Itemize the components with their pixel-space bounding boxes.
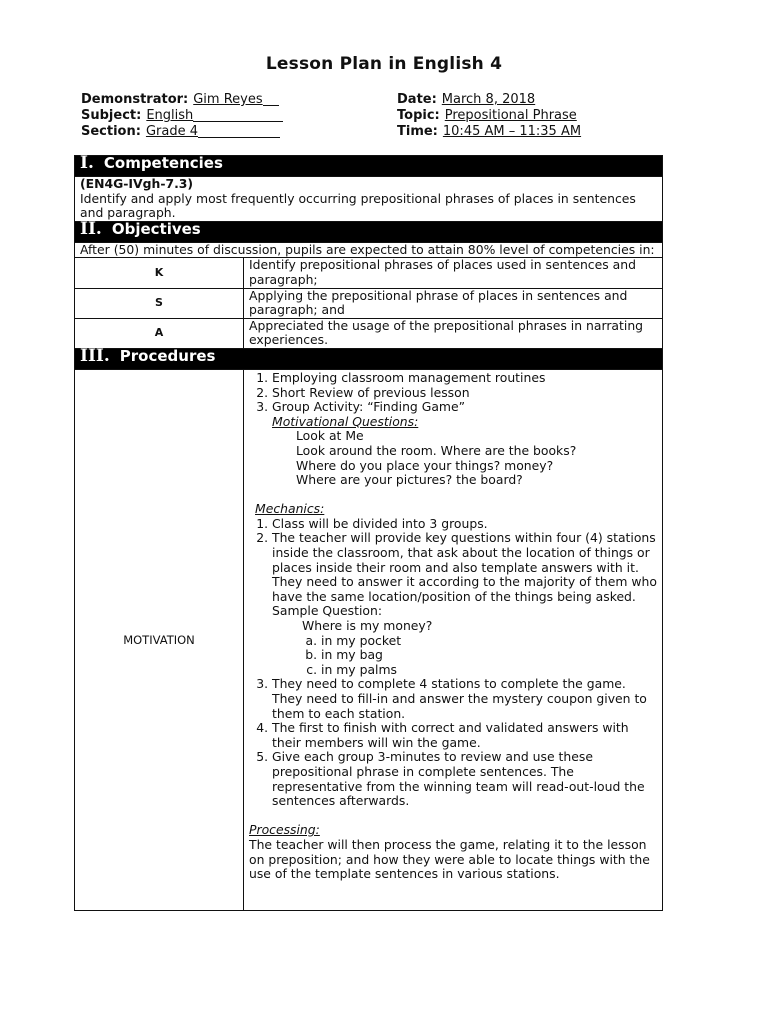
- demonstrator-value: Gim Reyes: [193, 92, 263, 107]
- mechanics-heading: Mechanics:: [255, 501, 325, 517]
- question-item: Look around the room. Where are the books?: [296, 442, 577, 458]
- topic-label: Topic:: [397, 108, 440, 123]
- date-row: [397, 92, 581, 108]
- date-value: March 8, 2018: [441, 92, 536, 107]
- competencies-header: [75, 156, 663, 177]
- topic-row: [397, 108, 581, 124]
- motivation-row: [75, 369, 663, 910]
- objectives-intro-row: [75, 242, 663, 258]
- list-item: 4. The first to finish with correct and validated answers with their members will win the game.: [272, 721, 657, 750]
- objective-text-a: Appreciated the usage of the prepositional phrases in narrating experiences.: [244, 318, 663, 348]
- demonstrator-label: Demonstrator:: [81, 92, 189, 107]
- motivation-content: [244, 369, 663, 910]
- list-item: 5. Give each group 3-minutes to review and use these prepositional phrase in complete sentences. The representative from the winning team will read-out-loud the sentences afterwards.: [272, 750, 657, 808]
- time-label: Time:: [397, 124, 438, 139]
- sample-question-label: Sample Question:: [272, 603, 382, 619]
- time-row: [397, 124, 581, 140]
- sample-question: Where is my money?: [302, 618, 433, 634]
- objective-row-a: [75, 318, 663, 348]
- meta-left: [81, 92, 283, 140]
- spacer: [249, 809, 657, 824]
- date-label: Date:: [397, 92, 437, 107]
- processing-text: The teacher will then process the game, relating it to the lesson on preposition; and how they were able to locate things with the use of the template sentences in various stations.: [249, 836, 650, 882]
- subject-value: English: [146, 108, 194, 123]
- objective-row-k: [75, 258, 663, 288]
- list-item: b. in my bag: [321, 648, 657, 663]
- section-value: Grade 4: [145, 124, 198, 139]
- competencies-numeral: I.: [80, 153, 94, 173]
- motivational-questions-heading: Motivational Questions:: [272, 413, 419, 429]
- time-value: 10:45 AM – 11:35 AM: [442, 124, 582, 139]
- section-row: [81, 124, 283, 140]
- objectives-header: [75, 221, 663, 242]
- section-label: Section:: [81, 124, 141, 139]
- objective-label-k: K: [75, 258, 244, 288]
- list-item: [272, 531, 657, 633]
- objective-label-a: A: [75, 318, 244, 348]
- demonstrator-underline: [263, 92, 279, 106]
- objectives-numeral: II.: [80, 218, 102, 239]
- document-title: Lesson Plan in English 4: [265, 54, 503, 74]
- meta-right: [397, 92, 581, 140]
- objective-row-s: [75, 288, 663, 318]
- demonstrator-row: [81, 92, 283, 108]
- list-item: 1. Class will be divided into 3 groups.: [272, 517, 657, 532]
- list-item: 1. Employing classroom management routines: [272, 371, 657, 386]
- list-item: a. in my pocket: [321, 634, 657, 649]
- group-activity-text: Group Activity: “Finding Game”: [272, 399, 466, 415]
- mechanics-2-text: The teacher will provide key questions within four (4) stations inside the classroom, that ask about the location of things or places inside their room and also template answers with it. They need to answer it according to the majority of them who have the same location/position of the things being asked.: [272, 530, 657, 604]
- section-underline: [198, 124, 280, 138]
- question-item: Look at Me: [296, 428, 364, 444]
- competencies-body: [75, 177, 663, 222]
- objective-label-s: S: [75, 288, 244, 318]
- sample-options: [249, 634, 657, 678]
- list-item: 3. They need to complete 4 stations to complete the game. They need to fill-in and answer the mystery coupon given to them to each station.: [272, 677, 657, 721]
- competency-code: (EN4G-IVgh-7.3): [80, 176, 194, 191]
- question-item: Where are your pictures? the board?: [296, 472, 523, 488]
- question-item: Where do you place your things? money?: [296, 457, 554, 473]
- objectives-intro: After (50) minutes of discussion, pupils are expected to attain 80% level of competencies in:: [75, 242, 663, 258]
- list-item: [272, 400, 657, 488]
- lesson-plan-table: [74, 155, 663, 911]
- motivation-label: MOTIVATION: [75, 369, 244, 910]
- subject-label: Subject:: [81, 108, 142, 123]
- mechanics-list-continued: [249, 677, 657, 808]
- objective-text-s: Applying the prepositional phrase of places in sentences and paragraph; and: [244, 288, 663, 318]
- spacer: [249, 488, 657, 503]
- subject-underline: [193, 108, 283, 122]
- procedures-heading: Procedures: [119, 346, 216, 365]
- competencies-heading: Competencies: [103, 154, 223, 172]
- list-item: c. in my palms: [321, 663, 657, 678]
- topic-value: Prepositional Phrase: [444, 108, 577, 123]
- procedure-steps: [249, 371, 657, 488]
- procedures-header: [75, 348, 663, 369]
- competency-text: Identify and apply most frequently occurring prepositional phrases of places in sentences and paragraph.: [80, 190, 636, 221]
- mechanics-list: [249, 517, 657, 634]
- objective-text-k: Identify prepositional phrases of places used in sentences and paragraph;: [244, 258, 663, 288]
- objectives-heading: Objectives: [111, 219, 201, 238]
- processing-heading: Processing:: [249, 822, 320, 838]
- subject-row: [81, 108, 283, 124]
- procedures-numeral: III.: [80, 345, 110, 366]
- list-item: 2. Short Review of previous lesson: [272, 386, 657, 401]
